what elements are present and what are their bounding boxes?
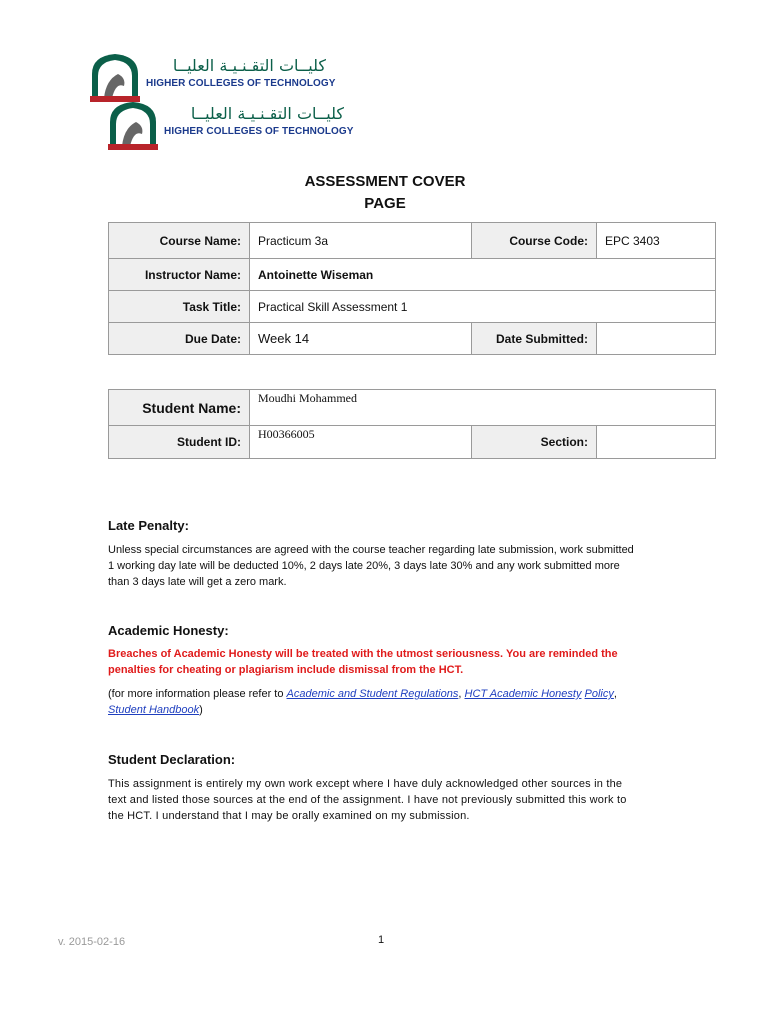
info-sep: , xyxy=(458,688,465,700)
late-penalty-heading: Late Penalty: xyxy=(108,518,189,533)
hct-emblem-icon xyxy=(88,52,142,104)
student-id-label: Student ID: xyxy=(109,426,250,459)
logo-arabic-text: كليــات التقـنـيـة العليــا xyxy=(190,104,344,123)
course-name-label: Course Name: xyxy=(109,223,250,259)
page-title-line1: ASSESSMENT COVER xyxy=(304,173,466,190)
student-id-value: H00366005 xyxy=(250,426,472,459)
student-info-table xyxy=(108,389,716,459)
student-name-label: Student Name: xyxy=(109,390,250,426)
logo-arabic-text: كليــات التقـنـيـة العليــا xyxy=(172,56,326,75)
academic-honesty-info xyxy=(108,686,638,718)
logo-english-text: HIGHER COLLEGES OF TECHNOLOGY xyxy=(164,126,354,137)
section-value xyxy=(597,426,716,459)
course-info-table xyxy=(108,222,716,355)
student-name-value: Moudhi Mohammed xyxy=(250,390,716,426)
course-code-label: Course Code: xyxy=(472,223,597,259)
due-date-value: Week 14 xyxy=(250,323,472,355)
academic-regulations-link[interactable]: Academic and Student Regulations xyxy=(286,688,459,700)
course-code-value: EPC 3403 xyxy=(597,223,716,259)
section-label: Section: xyxy=(472,426,597,459)
student-handbook-link[interactable]: Student Handbook xyxy=(108,704,200,716)
info-sep: , xyxy=(613,688,617,700)
info-suffix: ) xyxy=(199,704,203,716)
student-declaration-text: This assignment is entirely my own work except where I have duly acknowledged other sources in the text and listed those sources at the end of the assignment. I have not previously submitted this work to the HCT. I understand that I may be orally examined on my submission. xyxy=(108,778,627,822)
instructor-name-label: Instructor Name: xyxy=(109,259,250,291)
policy-link[interactable]: Policy xyxy=(584,688,614,700)
academic-honesty-heading: Academic Honesty: xyxy=(108,623,229,638)
due-date-label: Due Date: xyxy=(109,323,250,355)
instructor-name-value: Antoinette Wiseman xyxy=(250,259,716,291)
page-number: 1 xyxy=(378,934,385,946)
academic-honesty-warning: Breaches of Academic Honesty will be treated with the utmost seriousness. You are reminded the penalties for cheating or plagiarism include dismissal from the HCT. xyxy=(108,648,618,676)
late-penalty-text: Unless special circumstances are agreed with the course teacher regarding late submission, work submitted 1 working day late will be deducted 10%, 2 days late 20%, 3 days late 30% and any work submitted more than 3 days late will get a zero mark. xyxy=(108,544,634,588)
info-prefix: (for more information please refer to xyxy=(108,688,287,700)
date-submitted-value xyxy=(597,323,716,355)
student-declaration-heading: Student Declaration: xyxy=(108,752,236,767)
hct-emblem-icon xyxy=(106,100,160,152)
hct-logo-top xyxy=(88,52,338,104)
date-submitted-label: Date Submitted: xyxy=(472,323,597,355)
task-title-value: Practical Skill Assessment 1 xyxy=(250,291,716,323)
version-label: v. 2015-02-16 xyxy=(58,936,126,948)
task-title-label: Task Title: xyxy=(109,291,250,323)
hct-logo-bottom xyxy=(106,100,356,152)
logo-english-text: HIGHER COLLEGES OF TECHNOLOGY xyxy=(146,78,336,89)
hct-academic-honesty-link[interactable]: HCT Academic Honesty xyxy=(464,688,582,700)
course-name-value: Practicum 3a xyxy=(250,223,472,259)
page-title-line2: PAGE xyxy=(364,195,406,212)
